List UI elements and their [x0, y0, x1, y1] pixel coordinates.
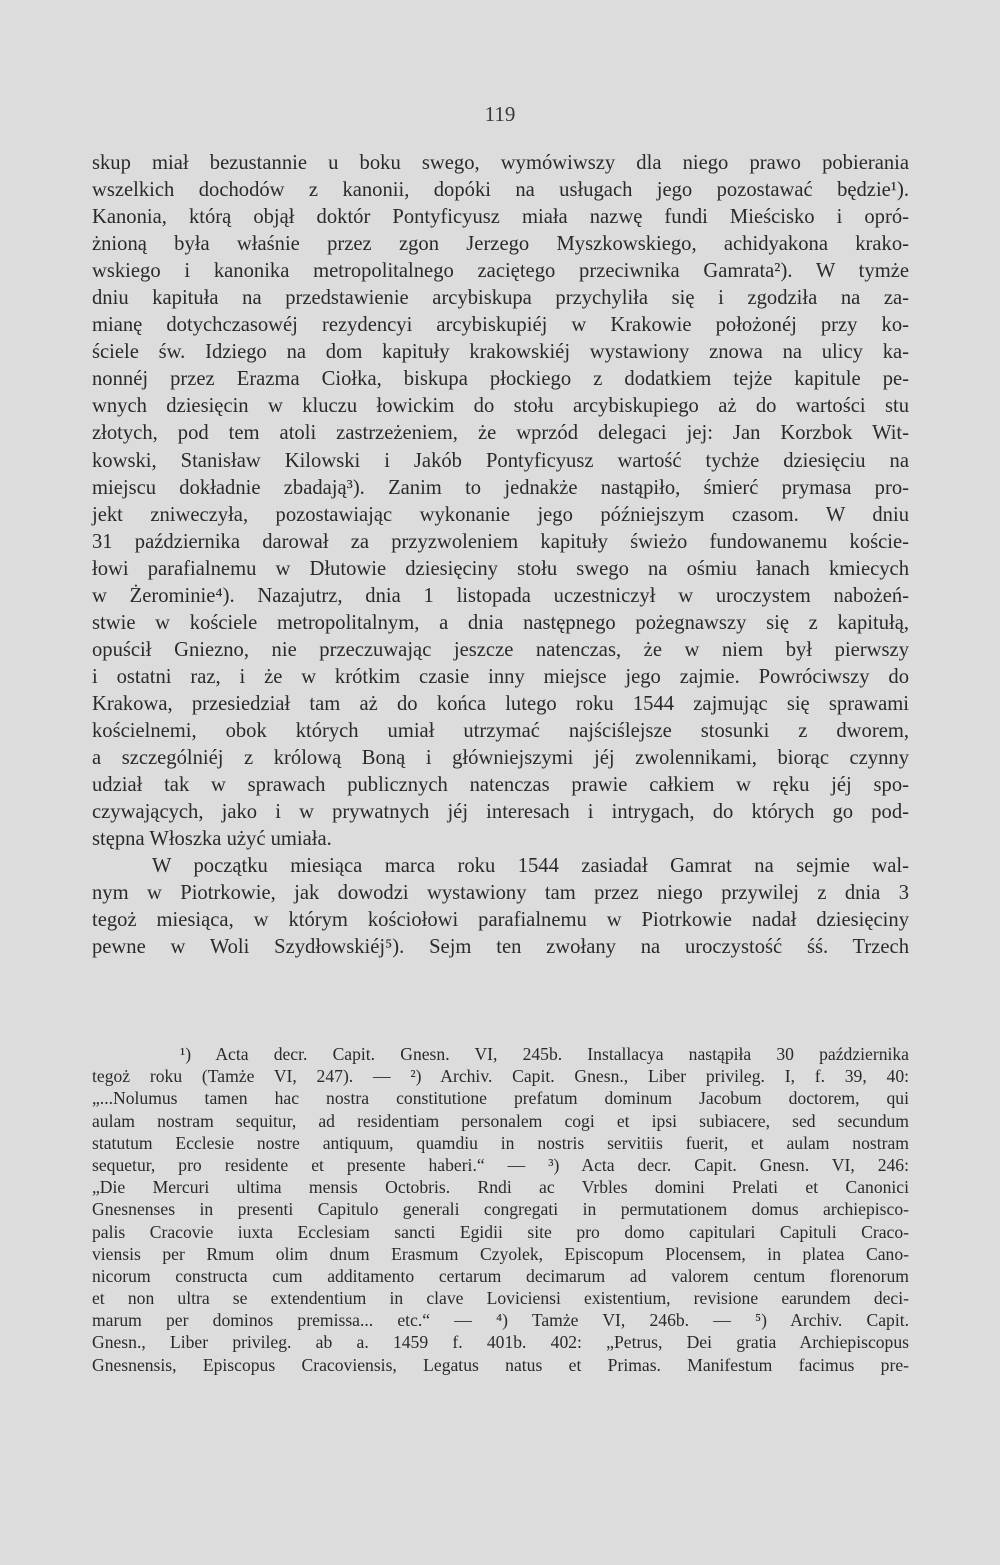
footnote-line: sequetur, pro residente et presente haberi.“ — ³) Acta decr. Capit. Gnesn. VI, 246:: [92, 1154, 909, 1175]
footnote-line: palis Cracovie iuxta Ecclesiam sancti Egidii site pro domo capitulari Capituli Craco-: [92, 1221, 909, 1242]
body-line: a szczególniéj z królową Boną i główniejszymi jéj zwolennikami, biorąc czynny: [92, 747, 909, 770]
footnote-line: statutum Ecclesie nostre antiquum, quamdiu in nostris servitiis fuerit, et aulam nostram: [92, 1132, 909, 1153]
body-line: dniu kapituła na przedstawienie arcybiskupa przychyliła się i zgodziła na za-: [92, 287, 909, 310]
body-line: W początku miesiąca marca roku 1544 zasiadał Gamrat na sejmie wal-: [152, 855, 909, 878]
body-line: opuścił Gniezno, nie przeczuwając jeszcze natenczas, że w niem był pierwszy: [92, 638, 909, 661]
body-line: w Żerominie⁴). Nazajutrz, dnia 1 listopada uczestniczył w uroczystem nabożeń-: [92, 584, 909, 607]
footnote-line: nicorum constructa cum additamento certarum decimarum ad valorem centum florenorum: [92, 1265, 909, 1286]
footnotes: [92, 1043, 909, 1376]
body-line: czywających, jako i w prywatnych jéj interesach i intrygach, do których go pod-: [92, 801, 909, 824]
body-line: Kanonia, którą objął doktór Pontyficyusz miała nazwę fundi Mieścisko i opró-: [92, 206, 909, 229]
body-line: i ostatni raz, i że w krótkim czasie inny miejsce jego zajmie. Powróciwszy do: [92, 665, 909, 688]
body-line: złotych, pod tem atoli zastrzeżeniem, że wprzód delegaci jej: Jan Korzbok Wit-: [92, 422, 909, 445]
body-line: jekt zniweczyła, pozostawiając wykonanie jego późniejszym czasom. W dniu: [92, 503, 909, 526]
body-line: 31 października darował za przyzwoleniem kapituły świeżo fundowanemu koście-: [92, 530, 909, 553]
body-line: kościelnemi, obok których umiał utrzymać najściślejsze stosunki z dworem,: [92, 719, 909, 742]
body-line: wskiego i kanonika metropolitalnego zaciętego przeciwnika Gamrata²). W tymże: [92, 260, 909, 283]
body-line: kowski, Stanisław Kilowski i Jakób Pontyficyusz wartość tychże dziesięciu na: [92, 449, 909, 472]
footnote-line: et non ultra se extendentium in clave Loviciensi existentium, revisione earundem deci-: [92, 1288, 909, 1309]
footnote-line: marum per dominos premissa... etc.“ — ⁴) Tamże VI, 246b. — ⁵) Archiv. Capit.: [92, 1310, 909, 1331]
body-line: wszelkich dochodów z kanonii, dopóki na usługach jego pozostawać będzie¹).: [92, 179, 909, 202]
body-line: mianę dotychczasowéj rezydencyi arcybiskupiéj w Krakowie położonéj przy ko-: [92, 314, 909, 337]
body-line: miejscu dokładnie zbadają³). Zanim to jednakże nastąpiło, śmierć prymasa pro-: [92, 476, 909, 499]
body-line: pewne w Woli Szydłowskiéj⁵). Sejm ten zwołany na uroczystość śś. Trzech: [92, 936, 909, 959]
footnote-line: „...Nolumus tamen hac nostra constitutione prefatum dominum Jacobum doctorem, qui: [92, 1088, 909, 1109]
body-line: nonnéj przez Erazma Ciołka, biskupa płockiego z dodatkiem tejże kapitule pe-: [92, 368, 909, 391]
footnote-line: aulam nostram sequitur, ad residentiam personalem cogi et ipsi subiacere, sed secundum: [92, 1110, 909, 1131]
page-number: 119: [484, 102, 516, 126]
footnote-line: ¹) Acta decr. Capit. Gnesn. VI, 245b. Installacya nastąpiła 30 października: [180, 1044, 909, 1064]
footnote-line: „Die Mercuri ultima mensis Octobris. Rndi ac Vrbles domini Prelati et Canonici: [92, 1177, 909, 1198]
body-line: żnioną była właśnie przez zgon Jerzego Myszkowskiego, achidyakona krako-: [92, 233, 909, 256]
body-line: Krakowa, przesiedział tam aż do końca lutego roku 1544 zajmując się sprawami: [92, 692, 909, 715]
footnote-line: Gnesnenses in presenti Capitulo generali congregati in permutationem domus archiepisco-: [92, 1199, 909, 1220]
footnote-line: Gnesnensis, Episcopus Cracoviensis, Legatus natus et Primas. Manifestum facimus pre-: [92, 1354, 909, 1375]
body-line: stępna Włoszka użyć umiała.: [92, 828, 332, 851]
footnote-line: Gnesn., Liber privileg. ab a. 1459 f. 401b. 402: „Petrus, Dei gratia Archiepiscopus: [92, 1332, 909, 1353]
body-line: skup miał bezustannie u boku swego, wymówiwszy dla niego prawo pobierania: [92, 152, 909, 174]
body-line: udział tak w sprawach publicznych natenczas prawie całkiem w ręku jéj spo-: [92, 774, 909, 797]
main-text: [92, 150, 909, 961]
footnote-line: tegoż roku (Tamże VI, 247). — ²) Archiv. Capit. Gnesn., Liber privileg. I, f. 39, 40:: [92, 1066, 909, 1087]
body-line: łowi parafialnemu w Dłutowie dziesięciny stołu swego na ośmiu łanach kmiecych: [92, 557, 909, 580]
body-line: tegoż miesiąca, w którym kościołowi parafialnemu w Piotrkowie nadał dziesięciny: [92, 909, 909, 932]
body-line: nym w Piotrkowie, jak dowodzi wystawiony tam przez niego przywilej z dnia 3: [92, 882, 909, 905]
footnote-line: viensis per Rmum olim dnum Erasmum Czyolek, Episcopum Plocensem, in platea Cano-: [92, 1243, 909, 1264]
body-line: wnych dziesięcin w kluczu łowickim do stołu arcybiskupiego aż do wartości stu: [92, 395, 909, 418]
body-line: stwie w kościele metropolitalnym, a dnia następnego pożegnawszy się z kapitułą,: [92, 611, 909, 634]
body-line: ściele św. Idziego na dom kapituły krakowskiéj wystawiony znowa na ulicy ka-: [92, 341, 909, 364]
